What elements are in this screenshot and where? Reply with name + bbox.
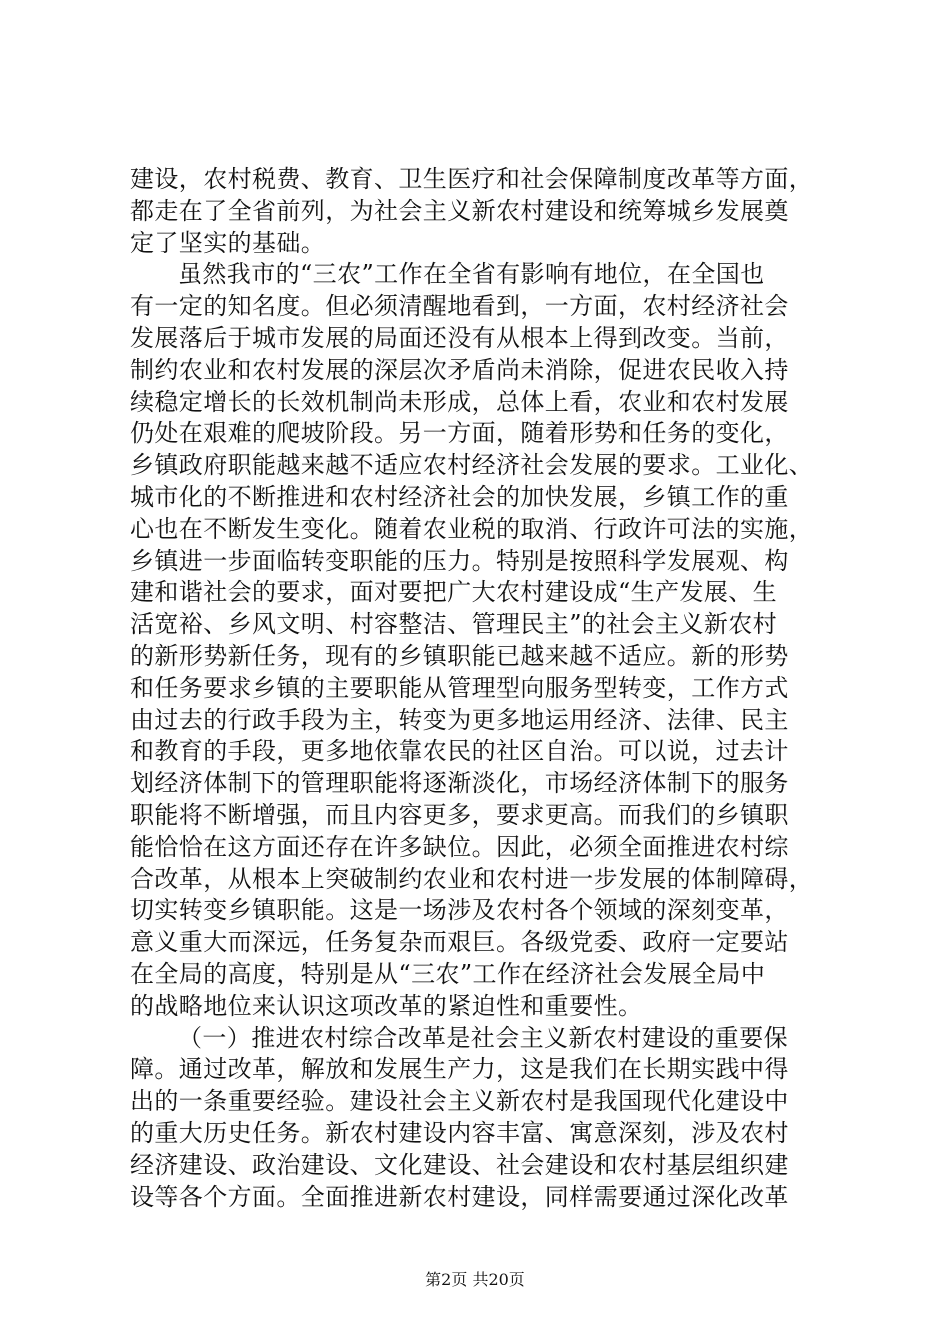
body-text <box>130 164 830 1213</box>
text-line: 有一定的知名度。但必须清醒地看到，一方面，农村经济社会 <box>130 292 789 321</box>
text-line: 仍处在艰难的爬坡阶段。另一方面，随着形势和任务的变化， <box>130 419 789 448</box>
text-line: 的战略地位来认识这项改革的紧迫性和重要性。 <box>130 991 643 1020</box>
paragraph-start-line: （一）推进农村综合改革是社会主义新农村建设的重要保 <box>178 1023 788 1052</box>
page-footer: 第2页 共20页 <box>425 1270 525 1289</box>
text-line: 划经济体制下的管理职能将逐渐淡化，市场经济体制下的服务 <box>130 769 789 798</box>
text-line: 城市化的不断推进和农村经济社会的加快发展，乡镇工作的重 <box>130 482 789 511</box>
text-line: 的重大历史任务。新农村建设内容丰富、寓意深刻，涉及农村 <box>130 1118 789 1147</box>
text-line: 建设，农村税费、教育、卫生医疗和社会保障制度改革等方面， <box>130 165 814 193</box>
text-line: 和教育的手段，更多地依靠农民的社区自治。可以说，过去计 <box>130 737 789 766</box>
text-line: 活宽裕、乡风文明、村容整洁、管理民主”的社会主义新农村 <box>130 610 778 639</box>
text-line: 乡镇进一步面临转变职能的压力。特别是按照科学发展观、构 <box>130 546 789 575</box>
text-line: 设等各个方面。全面推进新农村建设，同样需要通过深化改革 <box>130 1182 789 1211</box>
text-line: 由过去的行政手段为主，转变为更多地运用经济、法律、民主 <box>130 705 789 734</box>
text-line: 和任务要求乡镇的主要职能从管理型向服务型转变，工作方式 <box>130 673 789 702</box>
text-line: 续稳定增长的长效机制尚未形成，总体上看，农业和农村发展 <box>130 387 789 416</box>
text-line: 制约农业和农村发展的深层次矛盾尚未消除，促进农民收入持 <box>130 355 789 384</box>
text-line: 职能将不断增强，而且内容更多，要求更高。而我们的乡镇职 <box>130 800 789 829</box>
paragraph-start-line: 虽然我市的“三农”工作在全省有影响有地位，在全国也 <box>178 260 765 289</box>
text-line: 切实转变乡镇职能。这是一场涉及农村各个领域的深刻变革， <box>130 896 789 925</box>
text-line: 意义重大而深远，任务复杂而艰巨。各级党委、政府一定要站 <box>130 928 789 957</box>
text-line: 在全局的高度，特别是从“三农”工作在经济社会发展全局中 <box>130 959 766 988</box>
text-line: 出的一条重要经验。建设社会主义新农村是我国现代化建设中 <box>130 1087 789 1116</box>
text-line: 的新形势新任务，现有的乡镇职能已越来越不适应。新的形势 <box>130 641 789 670</box>
text-line: 都走在了全省前列，为社会主义新农村建设和统筹城乡发展奠 <box>130 196 789 225</box>
text-line: 心也在不断发生变化。随着农业税的取消、行政许可法的实施， <box>130 514 814 543</box>
text-line: 障。通过改革，解放和发展生产力，这是我们在长期实践中得 <box>130 1055 789 1084</box>
text-line: 定了坚实的基础。 <box>130 228 326 257</box>
text-line: 建和谐社会的要求，面对要把广大农村建设成“生产发展、生 <box>130 578 778 607</box>
text-line: 经济建设、政治建设、文化建设、社会建设和农村基层组织建 <box>130 1150 789 1179</box>
text-line: 发展落后于城市发展的局面还没有从根本上得到改变。当前， <box>130 323 789 352</box>
text-line: 能恰恰在这方面还存在许多缺位。因此，必须全面推进农村综 <box>130 832 789 861</box>
text-line: 乡镇政府职能越来越不适应农村经济社会发展的要求。工业化、 <box>130 451 814 480</box>
text-line: 合改革，从根本上突破制约农业和农村进一步发展的体制障碍， <box>130 864 814 893</box>
